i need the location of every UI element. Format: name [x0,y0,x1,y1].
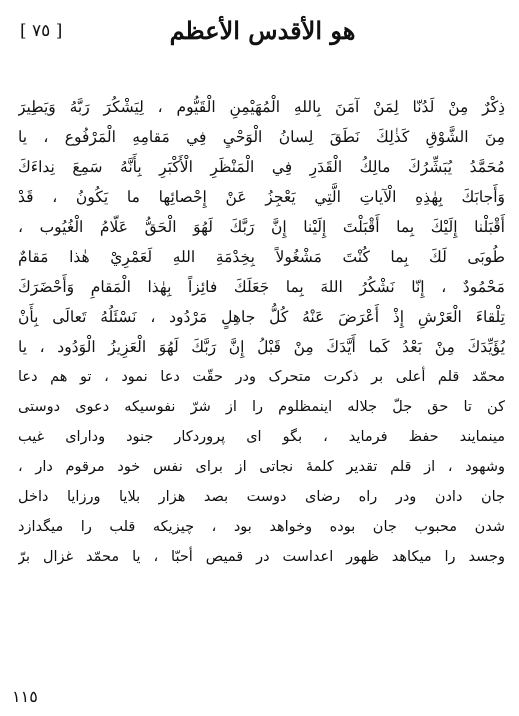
text-line: جان دادن ودر راه رضای دوست بصد هزار بلایا ورزایا داخل [18,489,505,505]
text-line: شدن محبوب جان بوده وخواهد بود ، چیزیکه قلب را میگدازد [18,519,505,535]
body-text [18,92,505,572]
text-line: طُوبَى لَكَ بِما كُنْتَ مَشْغُولاً بِخِدْمَةِ اللهِ لَعَمْرِيْ هٰذا مَقامٌ [18,248,505,266]
text-line: تِلْقاءَ الْعَرْشِ إِذْ أَعْرَضَ عَنْهُ كُلُّ جاهِلٍ مَرْدُود ، نَسْئَلُهُ تَعالَى بِأَنْ [18,308,505,326]
page-title: هو الأقدس الأعظم [169,16,356,45]
page-number-bracketed: [ ٧٥ ] [20,21,63,41]
text-line: وشهود ، از قلم تقدیر کلمهٔ نجاتی از برای نفس خود مرقوم دار ، [18,459,505,475]
text-line: يُؤَيِّدَكَ مِنْ بَعْدُ كَما أَيَّدَكَ مِنْ قَبْلُ إِنَّ رَبَّكَ لَهُوَ الْعَزِيزُ الْوَدُود ، يا [18,338,505,356]
page-header [20,14,505,50]
text-line: مینمایند حفظ فرماید ، بگو ای پروردکار جنود ودارای غیب [18,429,505,445]
text-line: أَقْبَلْنا إِلَيْكَ بِما أَقْبَلْتَ إِلَيْنا إِنَّ رَبَّكَ لَهُوَ الْحَقُّ عَلّامُ الْغُيُوب ، [18,218,505,236]
text-line: کن تا حق جلّ جلاله اینمظلوم را از شرّ نفوسیکه دعوی دوستی [18,399,505,415]
footer-page-number: ١١٥ [12,687,38,706]
text-line: مَحْمُودٌ ، إِنّا نَشْكُرُ اللهَ بِما جَعَلَكَ فائِزاً بِهٰذا الْمَقامِ وَأَحْضَرَكَ [18,278,505,296]
text-line: وجسد را میکاهد ظهور اعداست در قمیص أحبّا ، یا محمّد غزال برّ [18,549,505,565]
text-line: مُحَمَّدُ يُبَشِّرُكَ مالِكُ الْقَدَرِ فِي الْمَنْظَرِ الْأَكْبَرِ بِأَنَّهُ سَمِعَ نِداءَكَ [18,158,505,176]
text-line: محمّد قلم أعلى بر ذکرت متحرک ودر حقّت دعا نمود ، تو هم دعا [18,369,505,385]
text-line: ذِكْرٌ مِنْ لَدُنّا لِمَنْ آمَنَ بِاللهِ الْمُهَيْمِنِ الْقَيُّوم ، لِيَشْكُرَ رَبَّهُ وَيَطِيرَ [18,98,505,116]
text-line: مِنَ الشَّوْقِ كَذٰلِكَ نَطَقَ لِسانُ الْوَحْيِ فِي مَقامِهِ الْمَرْفُوع ، يا [18,128,505,146]
text-line: وَأَجابَكَ بِهٰذِهِ الْآياتِ الَّتِي يَعْجِزُ عَنْ إِحْصائِها ما يَكُونُ ، قَدْ [18,188,505,206]
